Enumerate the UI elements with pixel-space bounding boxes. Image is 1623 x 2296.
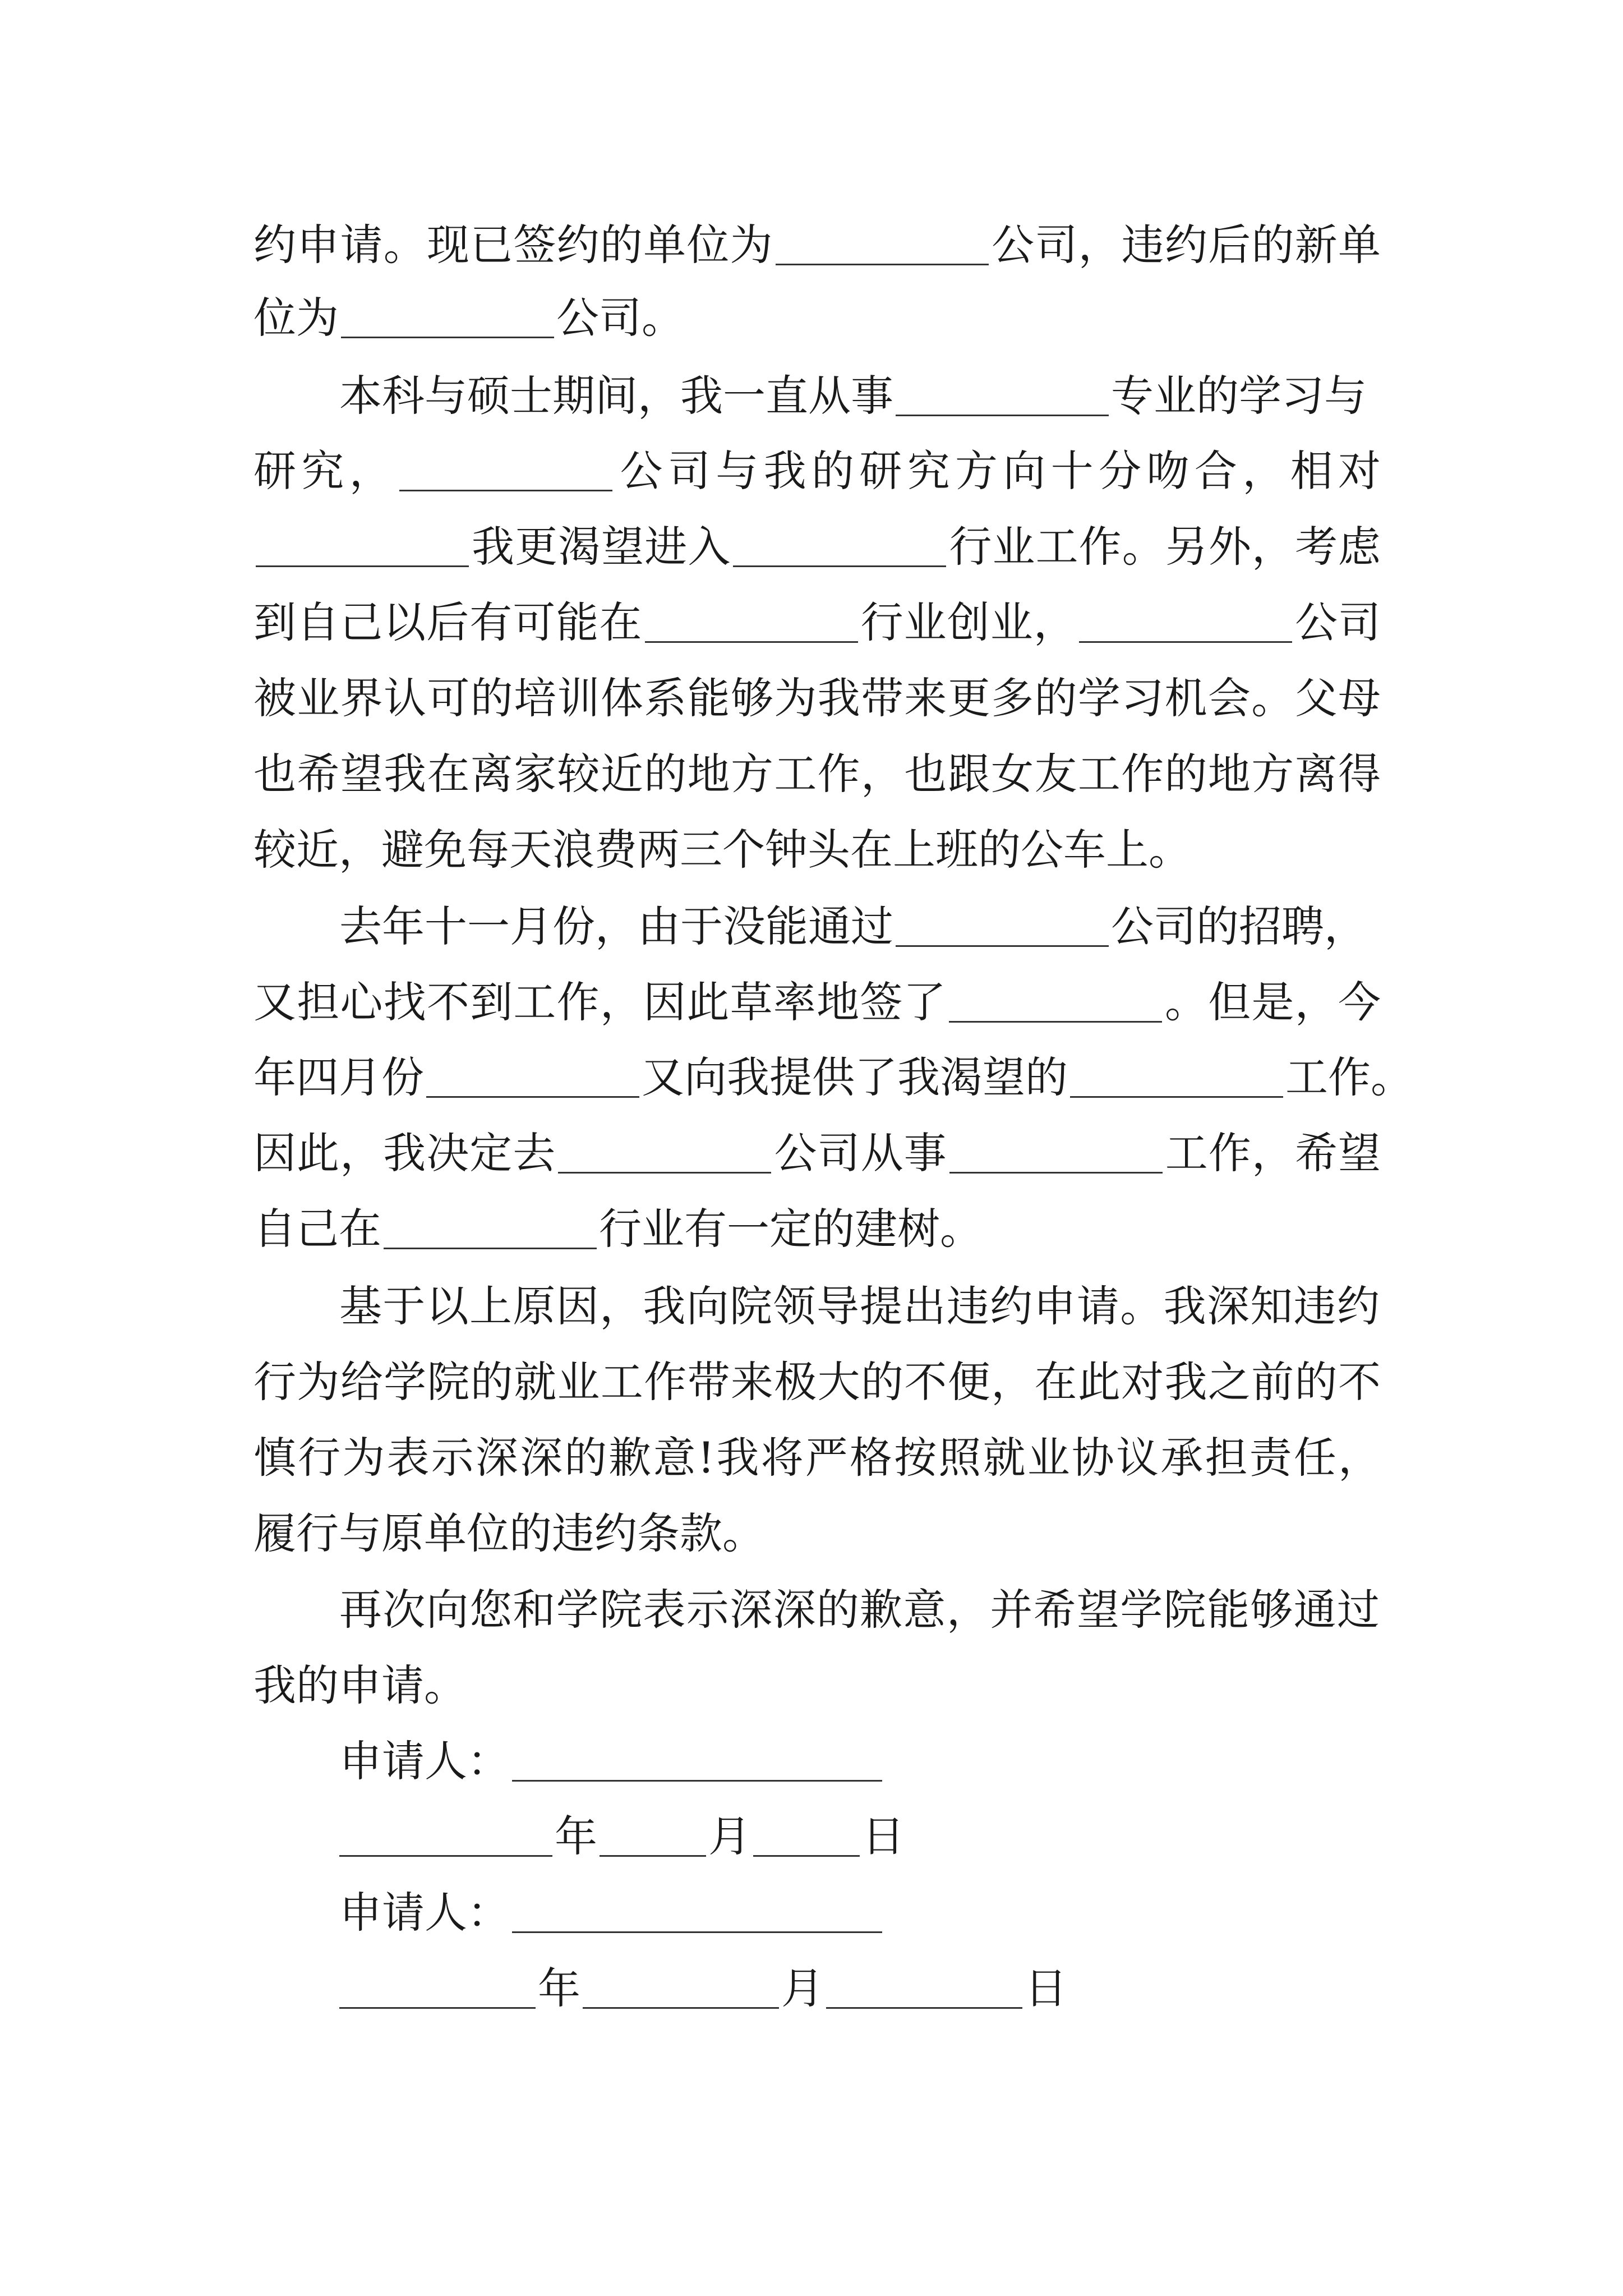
paragraph-line: 行为给学院的就业工作带来极大的不便，在此对我之前的不 (253, 1357, 1381, 1407)
paragraph-line: 研究， 公司与我的研究方向十分吻合，相对 (253, 446, 1381, 496)
paragraph-line: 我更渴望进入 行业工作。另外，考虑 (253, 513, 1381, 581)
fill-in-blank[interactable] (341, 295, 554, 338)
year-blank[interactable] (339, 1966, 536, 2009)
paragraph-line: 约申请。现已签约的单位为 公司，违约后的新单 (253, 220, 1381, 270)
date-line: 年 月 日 (339, 1803, 1467, 1870)
signature-line: 申请人： (339, 1728, 1467, 1795)
paragraph-line: 又担心找不到工作，因此草率地签了 。但是，今 (253, 977, 1381, 1027)
paragraph-line: 较近，避免每天浪费两三个钟头在上班的公车上。 (253, 825, 1191, 875)
fill-in-blank[interactable] (426, 1055, 639, 1098)
paragraph-line: 位为 公司。 (253, 293, 684, 343)
date-line: 年 月 日 (339, 1955, 1467, 2022)
day-blank[interactable] (826, 1966, 1022, 2009)
applicant-blank[interactable] (512, 1738, 882, 1782)
fill-in-blank[interactable] (949, 979, 1162, 1023)
fill-in-blank[interactable] (399, 448, 612, 491)
paragraph-line: 履行与原单位的违约条款。 (253, 1508, 765, 1558)
day-blank[interactable] (753, 1814, 860, 1857)
paragraph-line: 因此，我决定去 公司从事 工作，希望 (253, 1128, 1381, 1178)
fill-in-blank[interactable] (384, 1206, 597, 1249)
fill-in-blank[interactable] (776, 222, 989, 265)
paragraph-line: 自己在 行业有一定的建树。 (253, 1204, 983, 1254)
fill-in-blank[interactable] (896, 373, 1109, 416)
paragraph-line: 年四月份 又向我提供了我渴望的 工作。 (253, 1052, 1413, 1102)
paragraph-line: 到自己以后有可能在 行业创业， 公司 (253, 597, 1381, 647)
paragraph-line: 本科与硕士期间，我一直从事 专业的学习与 (339, 371, 1367, 421)
fill-in-blank[interactable] (645, 600, 858, 643)
fill-in-blank[interactable] (733, 524, 946, 567)
paragraph-line: 也希望我在离家较近的地方工作，也跟女友工作的地方离得 (253, 749, 1381, 799)
month-blank[interactable] (583, 1966, 779, 2009)
paragraph-line: 去年十一月份，由于没能通过 公司的招聘， (339, 901, 1367, 951)
fill-in-blank[interactable] (1079, 600, 1292, 643)
fill-in-blank[interactable] (558, 1130, 771, 1174)
applicant-blank[interactable] (512, 1890, 882, 1933)
paragraph-line: 被业界认可的培训体系能够为我带来更多的学习机会。父母 (253, 673, 1381, 723)
fill-in-blank[interactable] (896, 904, 1109, 947)
fill-in-blank[interactable] (256, 524, 469, 567)
month-blank[interactable] (600, 1814, 706, 1857)
signature-line: 申请人： (339, 1879, 1467, 1947)
paragraph-line: 基于以上原因，我向院领导提出违约申请。我深知违约 (339, 1281, 1380, 1331)
fill-in-blank[interactable] (949, 1130, 1163, 1174)
fill-in-blank[interactable] (1070, 1055, 1283, 1098)
paragraph-line: 慎行为表示深深的歉意!我将严格按照就业协议承担责任， (253, 1433, 1381, 1483)
year-blank[interactable] (339, 1814, 552, 1857)
paragraph-line: 再次向您和学院表示深深的歉意，并希望学院能够通过 (339, 1585, 1380, 1635)
paragraph-line: 我的申请。 (253, 1660, 467, 1710)
